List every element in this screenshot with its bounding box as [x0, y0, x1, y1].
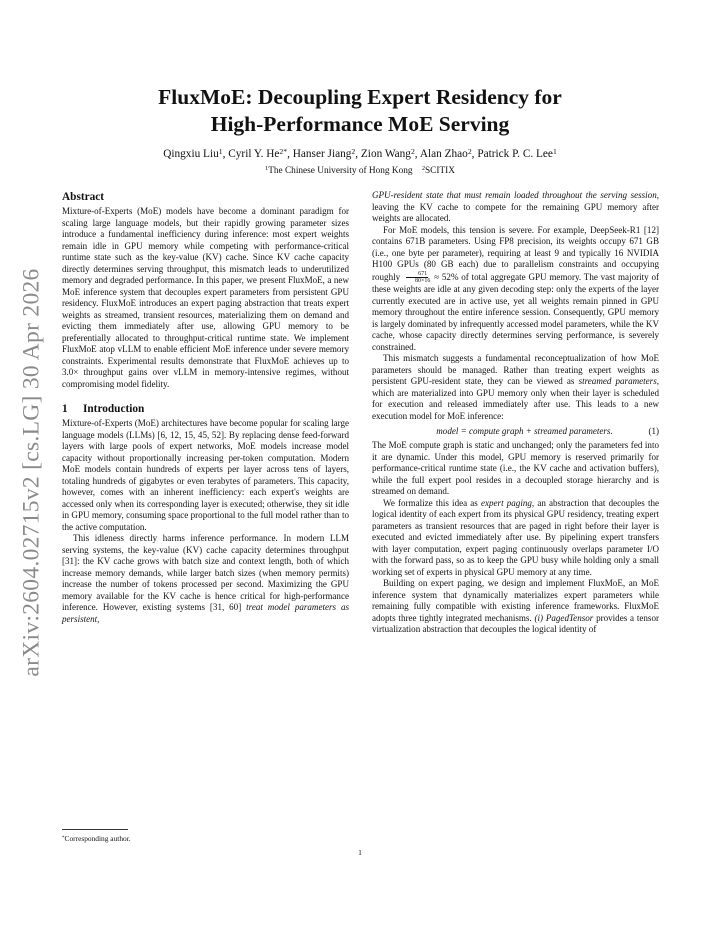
footnote	[62, 834, 131, 843]
fraction	[404, 271, 430, 285]
right-paragraph-2	[372, 353, 659, 422]
author-name: Patrick P. C. Lee	[477, 148, 553, 160]
right-paragraph-4	[372, 498, 659, 579]
intro-paragraph-1: Mixture-of-Experts (MoE) architectures have become popular for scaling large language models (LLMs) [6, 12, 15, 45, 52]. By replacing dense feed-forward layers with large pools of expert networks, MoE models increase model capacity without proportionally increasing per-token computation. Modern MoE models contain hundreds of experts per layer across tens of layers, totaling hundreds of gigabytes or even terabytes of parameters. This capacity, however, comes with an inherent inefficiency: each expert's weights are accessed only when its corresponding layer is executed; otherwise, they sit idle in GPU memory, consuming space proportional to the full model rather than to the active computation.	[62, 418, 349, 532]
emphasized-text: streamed parameters	[578, 376, 657, 387]
page-number: 1	[358, 848, 362, 857]
paragraph-text: , an abstraction that decouples the logical identity of each expert from its physical GPU residency, treating expert parameters as transient resources that are paged in right before their layer is executed and evicted immediately after use. By pipelining expert transfers with layer computation, expert paging continuously overlaps parameter I/O with the forward pass, so as to keep the GPU busy while holding only a small working set of experts in physical GPU memory at any time.	[372, 497, 659, 577]
author-name: Zion Wang	[360, 148, 411, 160]
section-title: Introduction	[83, 403, 145, 415]
emphasized-text: expert paging	[480, 497, 532, 508]
fraction-numerator: 671	[406, 271, 428, 278]
right-column	[372, 190, 659, 636]
right-paragraph-3: The MoE compute graph is static and unchanged; only the parameters fed into it are dynamic. Under this model, GPU memory is reserved primarily for performance-critical runtime state (i.e., the KV cache and activation buffers), while the full expert pool resides in a decoupled storage hierarchy and is streamed on demand.	[372, 440, 659, 497]
equation-1	[372, 425, 659, 437]
paragraph-text: For MoE models, this tension is severe. For example, DeepSeek-R1 [12] contains 671B parameters. Using FP8 precision, its weights occupy 671 GB (i.e., one byte per parameter), requiring at least 9 and typically 16 NVIDIA H100 GPUs (80 GB each) due to parallelism constraints and occupying roughly	[372, 224, 659, 282]
equation-body: model = compute graph + streamed parameters.	[436, 426, 613, 437]
left-column	[62, 190, 349, 625]
intro-paragraph-2-continued	[372, 190, 659, 225]
footnote-rule	[62, 829, 128, 830]
equation-number: (1)	[648, 426, 659, 437]
right-paragraph-5	[372, 578, 659, 636]
paragraph-text: Building on expert paging, we design and implement FluxMoE, an MoE inference system that dynamically materializes expert parameters while remaining fully compatible with existing inference frameworks. FluxMoE adopts three tightly integrated mechanisms.	[372, 578, 659, 623]
author-affiliation-mark: 1	[218, 146, 223, 156]
author-affiliation-mark: 2	[351, 146, 356, 156]
arxiv-identifier-stamp	[12, 262, 52, 682]
title-line-1: FluxMoE: Decoupling Expert Residency for	[158, 85, 562, 109]
fraction-denominator: 80×16	[414, 277, 431, 284]
abstract-heading: Abstract	[62, 191, 105, 203]
affiliation-list	[60, 165, 660, 177]
author-affiliation-mark: 2	[467, 146, 472, 156]
author-name: Hanser Jiang	[292, 148, 352, 160]
affiliation-mark: 1	[265, 165, 269, 173]
author-affiliation-mark: 2*	[279, 146, 288, 156]
intro-paragraph-2	[62, 533, 349, 625]
section-number: 1	[62, 403, 68, 415]
arxiv-identifier-text: arXiv:2604.02715v2 [cs.LG] 30 Apr 2026	[18, 267, 45, 677]
footnote-text: Corresponding author.	[64, 834, 131, 843]
paragraph-text: We formalize this idea as	[383, 497, 481, 508]
author-name: Alan Zhao	[419, 148, 468, 160]
author-name: Qingxiu Liu	[163, 148, 219, 160]
emphasized-text: treat model parameters as persistent,	[62, 602, 349, 624]
emphasized-text: (i) PagedTensor	[534, 612, 594, 623]
paragraph-text: provides a tensor virtualization abstraction that decouples the logical identity of	[372, 612, 659, 635]
right-paragraph-1	[372, 225, 659, 354]
author-name: Cyril Y. He	[228, 148, 280, 160]
paragraph-text: , which are materialized into GPU memory only when their layer is scheduled for execution and released immediately after use. This leads to a new execution model for MoE inference:	[372, 376, 659, 421]
affiliation-mark: 2	[421, 165, 425, 173]
footnote-mark: *	[62, 835, 65, 841]
emphasized-text: GPU-resident state that must remain loaded throughout the serving session	[372, 190, 657, 200]
paper-title	[60, 84, 660, 138]
abstract-text: Mixture-of-Experts (MoE) models have become a dominant paradigm for scaling large language models, but their rapidly growing parameter sizes introduce a fundamental inefficiency during inference: most expert weights remain idle in GPU memory while competing with performance-critical runtime state such as the key-value (KV) cache. Since KV cache capacity directly determines serving throughput, this mismatch leads to underutilized memory and degraded performance. In this paper, we present FluxMoE, a new MoE inference system that decouples expert parameters from persistent GPU residency. FluxMoE introduces an expert paging abstraction that treats expert weights as streamed, transient resources, materializing them on demand and evicting them immediately after use, allowing GPU memory to be preferentially allocated to throughput-critical runtime state. We implement FluxMoE atop vLLM to enable efficient MoE inference under severe memory constraints. Experimental results demonstrate that FluxMoE achieves up to 3.0× throughput gains over vLLM in memory-intensive regimes, without compromising model fidelity.	[62, 206, 349, 389]
author-affiliation-mark: 1	[552, 146, 557, 156]
introduction-heading	[62, 402, 349, 416]
author-list: Qingxiu Liu$^1$, Cyril Y. $He^{2*}$, Hanser Jiang$^2$, Zion Wang$^2$, Alan Zhao$^2$, Patrick P. C. Lee$^1$	[163, 146, 557, 160]
author-affiliation-mark: 2	[410, 146, 415, 156]
paragraph-text: This idleness directly harms inference performance. In modern LLM serving systems, the key-value (KV) cache capacity determines throughput [31]: the KV cache grows with batch size and context length, both of which increase memory demands, while larger batch sizes (when memory permits) increase the number of tokens processed per second. Maximizing the GPU memory available for the KV cache is hence critical for high-performance inference. However, existing systems [31, 60]	[62, 533, 349, 612]
affiliation-name: SCITIX	[424, 166, 455, 176]
title-line-2: High-Performance MoE Serving	[210, 112, 510, 136]
affiliation-name: The Chinese University of Hong Kong	[268, 166, 413, 176]
paragraph-text: ≈ 52% of total aggregate GPU memory. The vast majority of these weights are idle at any given decoding step: only the experts of the layer currently executed are in active use, yet all weights remain pinned in GPU memory throughout the entire inference session. Consequently, GPU memory is largely dominated by infrequently accessed model parameters, while the KV cache, whose capacity directly determines serving performance, is severely constrained.	[372, 271, 660, 352]
paragraph-text: This mismatch suggests a fundamental reconceptualization of how MoE parameters should be managed. Rather than treating expert weights as persistent GPU-resident state, they can be viewed as	[372, 353, 659, 387]
paragraph-text: , leaving the KV cache to compete for the remaining GPU memory after weights are allocated.	[372, 190, 659, 223]
